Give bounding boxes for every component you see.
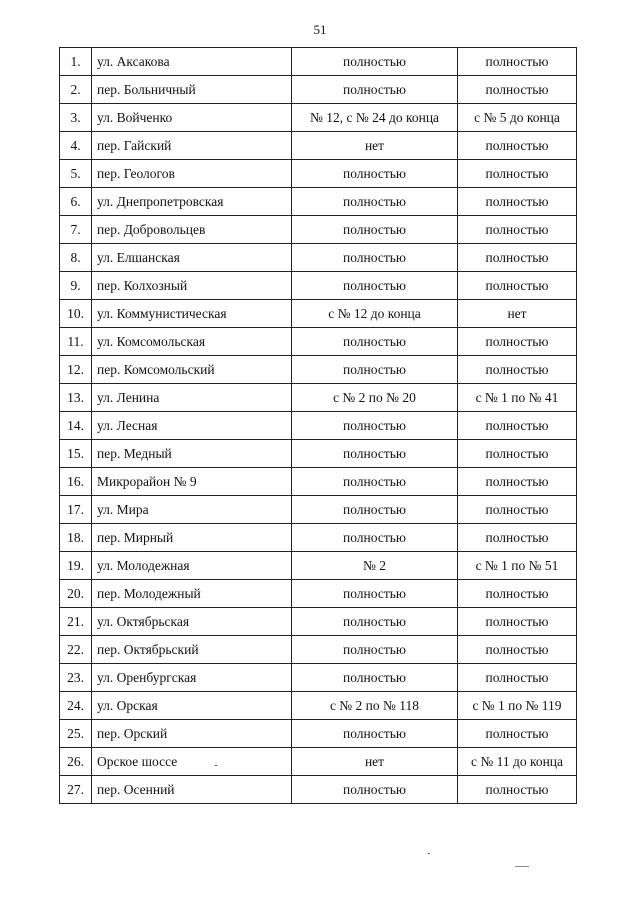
table-row <box>60 440 577 468</box>
even-side-houses: полностью <box>292 608 458 636</box>
table-body <box>60 48 577 804</box>
even-side-houses: полностью <box>292 160 458 188</box>
street-name: ул. Аксакова <box>92 48 292 76</box>
even-side-houses: полностью <box>292 524 458 552</box>
street-name: пер. Комсомольский <box>92 356 292 384</box>
even-side-houses: полностью <box>292 580 458 608</box>
row-number: 6. <box>60 188 92 216</box>
even-side-houses: полностью <box>292 720 458 748</box>
row-number: 2. <box>60 76 92 104</box>
street-name: ул. Елшанская <box>92 244 292 272</box>
odd-side-houses: полностью <box>458 76 577 104</box>
table-row <box>60 692 577 720</box>
row-number: 19. <box>60 552 92 580</box>
odd-side-houses: полностью <box>458 272 577 300</box>
row-number: 21. <box>60 608 92 636</box>
table-row <box>60 748 577 776</box>
odd-side-houses: полностью <box>458 776 577 804</box>
street-name: ул. Войченко <box>92 104 292 132</box>
odd-side-houses: полностью <box>458 608 577 636</box>
row-number: 3. <box>60 104 92 132</box>
row-number: 7. <box>60 216 92 244</box>
even-side-houses: полностью <box>292 356 458 384</box>
odd-side-houses: с № 11 до конца <box>458 748 577 776</box>
street-name: ул. Лесная <box>92 412 292 440</box>
odd-side-houses: с № 1 по № 51 <box>458 552 577 580</box>
street-name: пер. Добровольцев <box>92 216 292 244</box>
row-number: 22. <box>60 636 92 664</box>
even-side-houses: полностью <box>292 188 458 216</box>
even-side-houses: полностью <box>292 48 458 76</box>
row-number: 14. <box>60 412 92 440</box>
table-row <box>60 132 577 160</box>
odd-side-houses: полностью <box>458 188 577 216</box>
row-number: 9. <box>60 272 92 300</box>
even-side-houses: с № 2 по № 118 <box>292 692 458 720</box>
odd-side-houses: полностью <box>458 468 577 496</box>
even-side-houses: с № 2 по № 20 <box>292 384 458 412</box>
street-name: пер. Орский <box>92 720 292 748</box>
street-name: пер. Больничный <box>92 76 292 104</box>
even-side-houses: полностью <box>292 664 458 692</box>
table-row <box>60 104 577 132</box>
even-side-houses: с № 12 до конца <box>292 300 458 328</box>
odd-side-houses: полностью <box>458 524 577 552</box>
row-number: 12. <box>60 356 92 384</box>
odd-side-houses: полностью <box>458 132 577 160</box>
even-side-houses: полностью <box>292 412 458 440</box>
table-row <box>60 496 577 524</box>
even-side-houses: полностью <box>292 440 458 468</box>
street-name: ул. Оренбургская <box>92 664 292 692</box>
even-side-houses: полностью <box>292 272 458 300</box>
odd-side-houses: полностью <box>458 664 577 692</box>
row-number: 15. <box>60 440 92 468</box>
even-side-houses: полностью <box>292 244 458 272</box>
street-name: ул. Ленина <box>92 384 292 412</box>
odd-side-houses: с № 5 до конца <box>458 104 577 132</box>
even-side-houses: полностью <box>292 636 458 664</box>
table-row <box>60 244 577 272</box>
street-name: пер. Геологов <box>92 160 292 188</box>
scan-speck <box>515 866 529 867</box>
table-row <box>60 300 577 328</box>
street-name: ул. Октябрьская <box>92 608 292 636</box>
street-name: Орское шоссе <box>92 748 292 776</box>
street-name: ул. Коммунистическая <box>92 300 292 328</box>
street-name: Микрорайон № 9 <box>92 468 292 496</box>
odd-side-houses: нет <box>458 300 577 328</box>
street-name: пер. Медный <box>92 440 292 468</box>
table-row <box>60 636 577 664</box>
table-row <box>60 160 577 188</box>
odd-side-houses: полностью <box>458 496 577 524</box>
row-number: 20. <box>60 580 92 608</box>
even-side-houses: № 12, с № 24 до конца <box>292 104 458 132</box>
odd-side-houses: полностью <box>458 48 577 76</box>
even-side-houses: полностью <box>292 328 458 356</box>
street-name: ул. Орская <box>92 692 292 720</box>
table-row <box>60 580 577 608</box>
table-row <box>60 664 577 692</box>
street-name: ул. Днепропетровская <box>92 188 292 216</box>
table-row <box>60 356 577 384</box>
street-list-table <box>59 47 577 804</box>
even-side-houses: нет <box>292 748 458 776</box>
street-name: пер. Осенний <box>92 776 292 804</box>
table-row <box>60 384 577 412</box>
table-row <box>60 608 577 636</box>
street-name: ул. Мира <box>92 496 292 524</box>
street-name: ул. Комсомольская <box>92 328 292 356</box>
table-row <box>60 468 577 496</box>
table-row <box>60 524 577 552</box>
row-number: 5. <box>60 160 92 188</box>
odd-side-houses: полностью <box>458 328 577 356</box>
row-number: 24. <box>60 692 92 720</box>
row-number: 23. <box>60 664 92 692</box>
table-row <box>60 216 577 244</box>
row-number: 11. <box>60 328 92 356</box>
even-side-houses: полностью <box>292 468 458 496</box>
even-side-houses: нет <box>292 132 458 160</box>
odd-side-houses: полностью <box>458 720 577 748</box>
odd-side-houses: с № 1 по № 119 <box>458 692 577 720</box>
even-side-houses: № 2 <box>292 552 458 580</box>
table-row <box>60 776 577 804</box>
odd-side-houses: полностью <box>458 356 577 384</box>
row-number: 25. <box>60 720 92 748</box>
row-number: 17. <box>60 496 92 524</box>
odd-side-houses: полностью <box>458 160 577 188</box>
odd-side-houses: полностью <box>458 636 577 664</box>
odd-side-houses: полностью <box>458 580 577 608</box>
table-row <box>60 188 577 216</box>
row-number: 1. <box>60 48 92 76</box>
street-name: пер. Молодежный <box>92 580 292 608</box>
street-name: пер. Колхозный <box>92 272 292 300</box>
table-row <box>60 552 577 580</box>
row-number: 8. <box>60 244 92 272</box>
table-row <box>60 76 577 104</box>
street-name: пер. Октябрьский <box>92 636 292 664</box>
even-side-houses: полностью <box>292 216 458 244</box>
street-name: пер. Гайский <box>92 132 292 160</box>
page-number: 51 <box>313 22 327 37</box>
row-number: 18. <box>60 524 92 552</box>
row-number: 13. <box>60 384 92 412</box>
even-side-houses: полностью <box>292 776 458 804</box>
even-side-houses: полностью <box>292 76 458 104</box>
row-number: 26. <box>60 748 92 776</box>
odd-side-houses: полностью <box>458 412 577 440</box>
street-name: ул. Молодежная <box>92 552 292 580</box>
row-number: 27. <box>60 776 92 804</box>
street-name: пер. Мирный <box>92 524 292 552</box>
odd-side-houses: с № 1 по № 41 <box>458 384 577 412</box>
scan-speck <box>215 765 217 766</box>
table-row <box>60 48 577 76</box>
table-row <box>60 412 577 440</box>
table-row <box>60 328 577 356</box>
table-row <box>60 272 577 300</box>
even-side-houses: полностью <box>292 496 458 524</box>
table-row <box>60 720 577 748</box>
row-number: 4. <box>60 132 92 160</box>
scan-speck <box>428 853 430 854</box>
row-number: 10. <box>60 300 92 328</box>
odd-side-houses: полностью <box>458 440 577 468</box>
odd-side-houses: полностью <box>458 244 577 272</box>
odd-side-houses: полностью <box>458 216 577 244</box>
row-number: 16. <box>60 468 92 496</box>
